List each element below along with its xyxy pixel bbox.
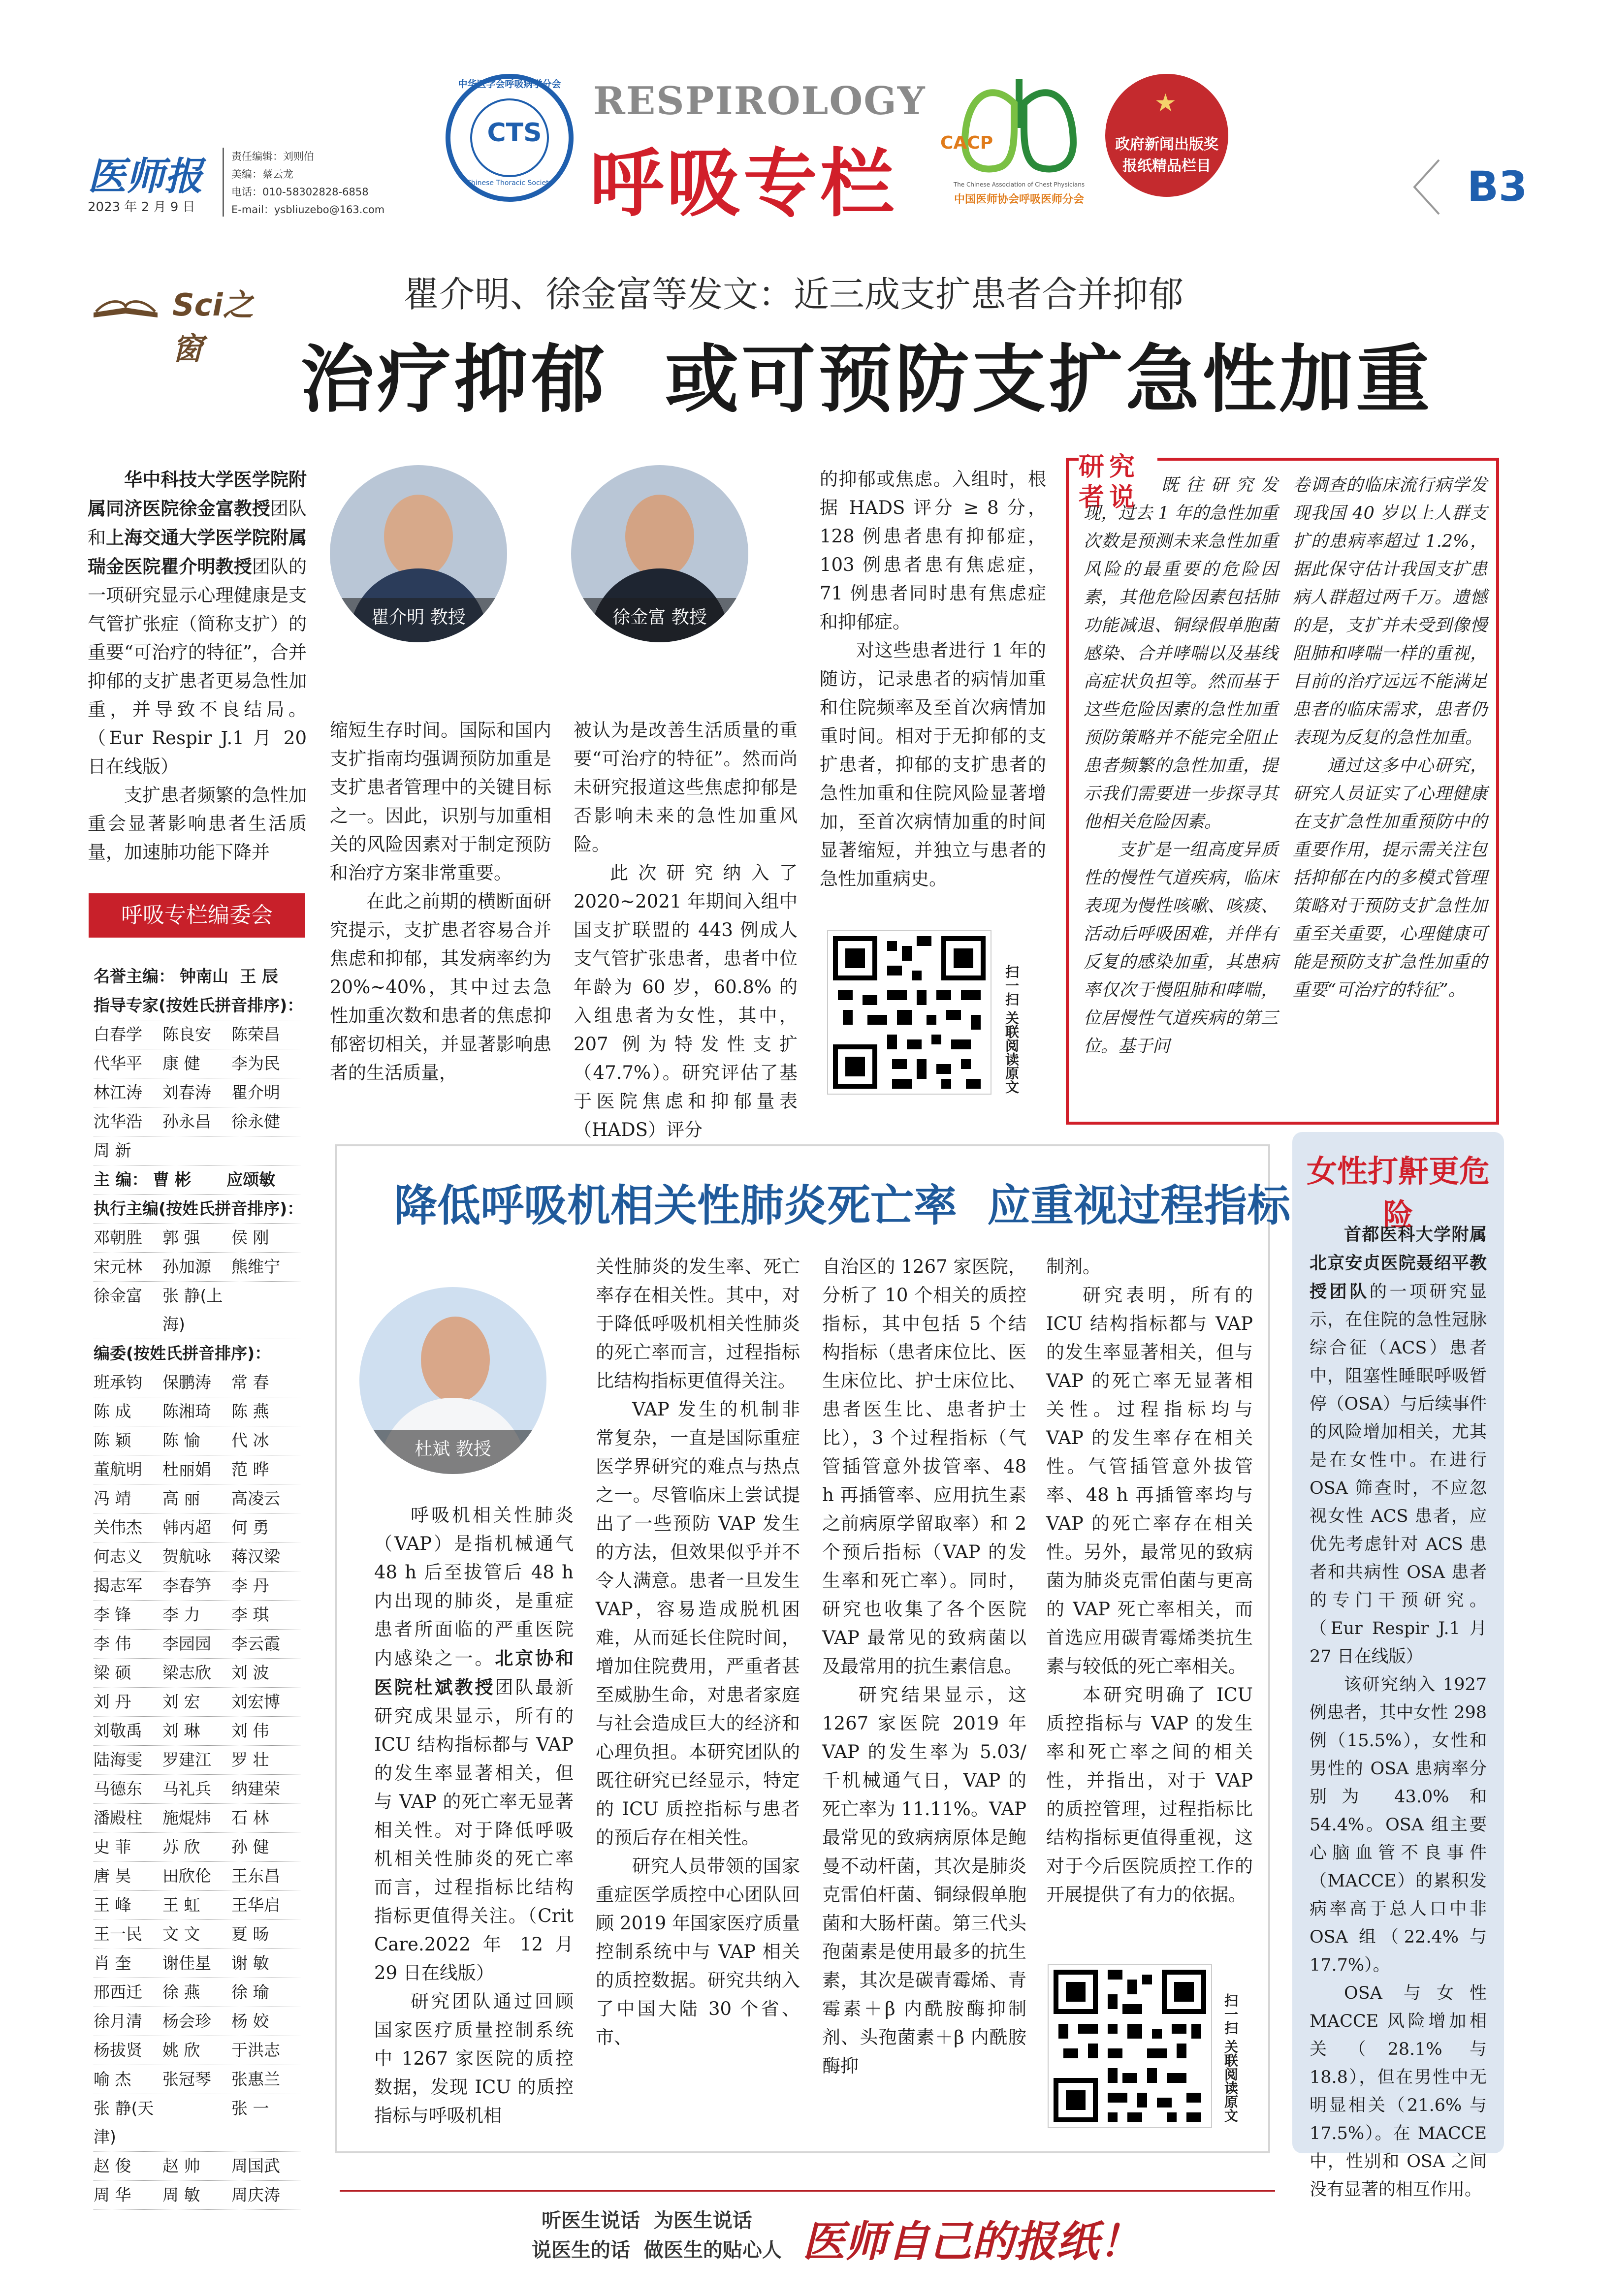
board-row bbox=[94, 1833, 300, 1862]
board-cell: 张冠琴 bbox=[162, 2070, 211, 2089]
lead-qr-code[interactable] bbox=[827, 930, 991, 1095]
board-cell: 李为民 bbox=[231, 1054, 280, 1073]
board-row bbox=[94, 1368, 300, 1397]
board-cell: 喻 杰 bbox=[94, 2070, 131, 2089]
board-cell: 王 辰 bbox=[240, 967, 278, 986]
board-row bbox=[94, 2065, 300, 2094]
board-row bbox=[94, 2181, 300, 2210]
board-cell: 李云霞 bbox=[231, 1634, 280, 1653]
board-cell: 王 峰 bbox=[94, 1895, 131, 1915]
board-row bbox=[94, 1455, 300, 1484]
board-cell: 侯 刚 bbox=[231, 1228, 269, 1247]
board-cell: 熊维宁 bbox=[231, 1257, 280, 1276]
board-cell bbox=[231, 1282, 300, 1339]
paper-name: 医师报 bbox=[88, 155, 203, 199]
board-cell: 史 菲 bbox=[94, 1837, 131, 1856]
board-cell: 杨拔贤 bbox=[94, 2041, 142, 2060]
board-cell: 冯 靖 bbox=[94, 1489, 131, 1508]
vap-headline: 降低呼吸机相关性肺炎死亡率 应重视过程指标 bbox=[394, 1180, 1291, 1231]
board-row bbox=[94, 1572, 300, 1601]
board-cell: 何志义 bbox=[94, 1547, 142, 1566]
award-line1: 政府新闻出版奖 bbox=[1115, 136, 1218, 153]
board-cell: 徐永健 bbox=[231, 1112, 280, 1131]
cacp-en: The Chinese Association of Chest Physicians bbox=[953, 181, 1085, 188]
cacp-logo-text: CACP bbox=[940, 133, 993, 153]
board-cell: 高 丽 bbox=[162, 1489, 200, 1508]
board-row bbox=[94, 1891, 300, 1920]
board-cell: 谢 敏 bbox=[231, 1953, 269, 1973]
board-row bbox=[94, 1949, 300, 1978]
board-row bbox=[94, 1862, 300, 1891]
board-cell: 王东昌 bbox=[231, 1866, 280, 1886]
board-row bbox=[94, 1224, 300, 1253]
board-cell: 赵 帅 bbox=[162, 2156, 200, 2175]
cacp-logo bbox=[940, 69, 1093, 217]
vap-c2-p3: 研究人员带领的国家重症医学质控中心团队回顾 2019 年国家医疗质量控制系统中与 VAP 相关的质控数据。研究共纳入了中国大陆 30 个省、市、 bbox=[596, 1856, 800, 2048]
board-row bbox=[94, 1484, 300, 1513]
photo-caption: 徐金富 教授 bbox=[571, 598, 748, 642]
osa-p3: OSA 与女性 MACCE 风险增加相关（28.1% 与 18.8），但在男性中无明显相关（21.6% 与 17.5%）。在 MACCE 中，性别和 OSA 之间没有显著的相互作用。 bbox=[1310, 1983, 1487, 2200]
vap-c4-p3: 本研究明确了 ICU 质控指标与 VAP 的发生率和死亡率之间的相关性，并指出，对于 VAP 的质控管理，过程指标比结构指标更值得重视，这对于今后医院质控工作的开展提供了有力的依据。 bbox=[1046, 1684, 1253, 1905]
vap-c2-p2: VAP 发生的机制非常复杂，一直是国际重症医学界研究的难点与热点之一。尽管临床上尝试提出了一些预防 VAP 发生的方法，但效果似乎并不令人满意。患者一旦发生 VAP，容易造成脱机困难，从而延长住院时间，增加住院费用，严重者甚至威胁生命，对患者家庭与社会造成巨大的经济和心理负担。本研究团队的既往研究已经显示，特定的 ICU 质控指标与患者的预后存在相关性。 bbox=[596, 1399, 800, 1848]
board-cell: 李园园 bbox=[162, 1634, 211, 1653]
lead-col3-p1: 被认为是改善生活质量的重要“可治疗的特征”。然而尚未研究报道这些焦虑抑郁是否影响未来的急性加重风险。 bbox=[574, 720, 798, 855]
board-cell: 唐 昊 bbox=[94, 1866, 131, 1886]
board-cell bbox=[162, 1136, 231, 1165]
board-cell: 瞿介明 bbox=[231, 1083, 280, 1102]
board-cell: 夏 旸 bbox=[231, 1924, 269, 1944]
vap-qr-label: 扫一扫 关联阅读原文 bbox=[1222, 1993, 1239, 2122]
board-row bbox=[94, 1513, 300, 1542]
vap-c3-p1: 自治区的 1267 家医院，分析了 10 个相关的质控指标，其中包括 5 个结构指标（患者床位比、医生床位比、护士床位比、患者医生比、患者护士比），3 个过程指标（气管插管意外拔管率、48 h 再插管率、应用抗生素之前病原学留取率）和 2 个预后指标（VAP 的发生率和死亡率）。同时，研究也收集了各个医院 VAP 最常见的致病菌以及最常用的抗生素信息。 bbox=[822, 1256, 1026, 1677]
osa-p2: 该研究纳入 1927 例患者，其中女性 298 例（15.5%），女性和男性的 OSA 患病率分别为 43.0% 和 54.4%。OSA 组主要心脑血管不良事件（MACCE）的累积发病率高于总人口中非 OSA 组（22.4% 与 17.7%）。 bbox=[1310, 1675, 1487, 1975]
board-cell: 李 琪 bbox=[231, 1605, 269, 1624]
board-cell: 田欣伦 bbox=[162, 1866, 211, 1886]
cts-logo-mark: CTS bbox=[487, 118, 542, 148]
board-cell: 文 文 bbox=[162, 1924, 200, 1944]
osa-body bbox=[1310, 1221, 1487, 2204]
column-badge-text: Sci之窗 bbox=[172, 287, 254, 367]
phone: 电话：010-58302828-6858 bbox=[231, 186, 369, 198]
board-row bbox=[94, 1397, 300, 1426]
board-cell: 陈 颖 bbox=[94, 1431, 131, 1450]
board-cell: 贺航咏 bbox=[162, 1547, 211, 1566]
vap-col2 bbox=[596, 1253, 800, 2052]
masthead bbox=[0, 0, 1599, 227]
board-row bbox=[94, 1542, 300, 1572]
board-cell: 李 伟 bbox=[94, 1634, 131, 1653]
board-row bbox=[94, 1746, 300, 1775]
board-cell: 指导专家(按姓氏拼音排序)： bbox=[94, 996, 304, 1015]
board-cell: 钟南山 bbox=[180, 967, 228, 986]
board-cell: 马德东 bbox=[94, 1779, 142, 1798]
comment-b-p1: 卷调查的临床流行病学发现我国 40 岁以上人群支扩的患病率超过 1.2%，据此保守估计我国支扩患病人群超过两千万。遗憾的是，支扩并未受到像慢阻肺和哮喘一样的重视，目前的治疗远远不能满足患者的临床需求，患者仍表现为反复的急性加重。 bbox=[1293, 475, 1487, 748]
board-cell: 孙加源 bbox=[162, 1257, 211, 1276]
lead-author-1: 华中科技大学医学院附属同济医院徐金富教授 bbox=[88, 469, 307, 519]
board-cell: 梁志欣 bbox=[162, 1663, 211, 1682]
board-row bbox=[94, 1195, 304, 1224]
comment-b-p2: 通过这多中心研究，研究人员证实了心理健康在支扩急性加重预防中的重要作用，提示需关注包括抑郁在内的多模式管理策略对于预防支扩急性加重至关重要，心理健康可能是预防支扩急性加重的重要“可治疗的特征”。 bbox=[1293, 756, 1487, 1000]
board-row bbox=[94, 2152, 300, 2181]
board-cell: 徐月清 bbox=[94, 2012, 142, 2031]
board-cell: 肖 奎 bbox=[94, 1953, 131, 1973]
board-title: 呼吸专栏编委会 bbox=[89, 893, 305, 938]
lead-col1-p1: 华中科技大学医学院附属同济医院徐金富教授团队和上海交通大学医学院附属瑞金医院瞿介明教授团队的一项研究显示心理健康是支气管扩张症（简称支扩）的重要“可治疗的特征”，合并抑郁的支扩患者更易急性加重，并导致不良结局。（Eur Respir J.1 月 20 日在线版） bbox=[88, 469, 307, 777]
board-cell: 何 勇 bbox=[231, 1518, 269, 1537]
lead-col3-p2: 此次研究纳入了 2020~2021 年期间入组中国支扩联盟的 443 例成人支气管扩张患者，患者中位年龄为 60 岁，60.8% 的入组患者为女性，其中，207 例为特发性支扩（47.7%）。研究评估了基于医院焦虑和抑郁量表（HADS）评分 bbox=[574, 862, 798, 1140]
lead-col1 bbox=[88, 465, 307, 867]
board-cell: 刘敬禹 bbox=[94, 1721, 142, 1740]
board-row bbox=[94, 1426, 300, 1455]
board-cell: 苏 欣 bbox=[162, 1837, 200, 1856]
board-cell: 关伟杰 bbox=[94, 1518, 142, 1537]
researcher-comment-box bbox=[1066, 452, 1499, 1125]
board-cell: 白春学 bbox=[94, 1025, 142, 1044]
award-line2: 报纸精品栏目 bbox=[1122, 157, 1211, 175]
comment-title-1: 研究 bbox=[1079, 452, 1140, 482]
board-cell bbox=[231, 1136, 300, 1165]
vap-c4-p1: 制剂。 bbox=[1046, 1256, 1101, 1277]
lead-qr-label: 扫一扫 关联阅读原文 bbox=[1003, 965, 1020, 1094]
vap-col1 bbox=[374, 1501, 574, 2130]
board-row bbox=[94, 2094, 300, 2152]
cacp-cn: 中国医师协会呼吸医师分会 bbox=[954, 193, 1084, 206]
lead-col2 bbox=[330, 716, 551, 1087]
board-row bbox=[94, 1920, 300, 1949]
board-cell: 张惠兰 bbox=[231, 2070, 280, 2089]
vap-c2-p1: 关性肺炎的发生率、死亡率存在相关性。其中，对于降低呼吸机相关性肺炎的死亡率而言，过程指标比结构指标更值得关注。 bbox=[596, 1256, 800, 1391]
board-row bbox=[94, 1688, 300, 1717]
board-cell: 梁 硕 bbox=[94, 1663, 131, 1682]
board-cell: 刘 伟 bbox=[231, 1721, 269, 1740]
board-row bbox=[94, 1253, 300, 1282]
osa-author: 首都医科大学附属北京安贞医院聂绍平教授团队 bbox=[1310, 1225, 1487, 1302]
board-cell: 李 锋 bbox=[94, 1605, 131, 1624]
board-row bbox=[94, 1717, 300, 1746]
board-cell: 王 虹 bbox=[162, 1895, 200, 1915]
board-cell: 罗建江 bbox=[162, 1750, 211, 1769]
board-cell: 徐 瑜 bbox=[231, 1982, 269, 2002]
photo-qu-jieming bbox=[330, 465, 507, 642]
book-icon bbox=[89, 278, 162, 322]
board-row bbox=[94, 1804, 300, 1833]
art-editor: 美编：蔡云龙 bbox=[231, 168, 293, 180]
board-cell: 陈 燕 bbox=[231, 1402, 269, 1421]
board-cell: 李 力 bbox=[162, 1605, 200, 1624]
cts-logo bbox=[446, 74, 574, 202]
board-cell: 于洪志 bbox=[231, 2041, 280, 2060]
board-cell: 周 新 bbox=[94, 1141, 131, 1160]
lead-col4 bbox=[820, 465, 1046, 893]
cts-logo-text: 中华医学会呼吸病学分会 bbox=[458, 79, 561, 90]
footer bbox=[532, 2200, 1280, 2269]
editor: 责任编辑：刘则伯 bbox=[231, 151, 314, 162]
section-title-en: RESPIROLOGY bbox=[593, 79, 926, 124]
board-cell: 张 静(上海) bbox=[162, 1286, 223, 1334]
board-cell: 施焜炜 bbox=[162, 1808, 211, 1827]
photo-du-bin bbox=[359, 1287, 546, 1474]
board-cell: 周庆涛 bbox=[231, 2185, 280, 2204]
board-cell: 刘宏博 bbox=[231, 1692, 280, 1711]
board-cell: 曹 彬 bbox=[153, 1170, 191, 1189]
footer-brand: 医师自己的报纸！ bbox=[802, 2217, 1141, 2266]
board-cell: 邓朝胜 bbox=[94, 1228, 142, 1247]
board-cell: 潘殿柱 bbox=[94, 1808, 142, 1827]
board-cell: 杨会珍 bbox=[162, 2012, 211, 2031]
board-cell: 陈 成 bbox=[94, 1402, 131, 1421]
board-cell: 王一民 bbox=[94, 1924, 142, 1944]
photo-caption: 杜斌 教授 bbox=[359, 1430, 546, 1474]
board-cell: 郭 强 bbox=[162, 1228, 200, 1247]
board-cell: 张 静(天津) bbox=[94, 2099, 154, 2146]
board-cell: 韩丙超 bbox=[162, 1518, 211, 1537]
board-cell: 主 编： bbox=[94, 1170, 148, 1189]
board-cell: 宋元林 bbox=[94, 1257, 142, 1276]
board-cell: 周 华 bbox=[94, 2185, 131, 2204]
lead-col2-p2: 在此之前期的横断面研究提示，支扩患者容易合并焦虑和抑郁，其发病率约为 20%~40%，其中过去急性加重次数和患者的焦虑抑郁密切相关，并显著影响患者的生活质量， bbox=[330, 891, 551, 1083]
vap-col3 bbox=[822, 1253, 1026, 2080]
board-cell: 编委(按姓氏拼音排序)： bbox=[94, 1344, 271, 1363]
board-cell: 徐金富 bbox=[94, 1286, 142, 1305]
board-cell: 林江涛 bbox=[94, 1083, 142, 1102]
lead-headline: 治疗抑郁 或可预防支扩急性加重 bbox=[300, 337, 1433, 423]
photo-xu-jinfu bbox=[571, 465, 748, 642]
board-cell: 谢佳星 bbox=[162, 1953, 211, 1973]
board-cell: 罗 壮 bbox=[231, 1750, 269, 1769]
board-cell: 徐 燕 bbox=[162, 1982, 200, 2002]
comment-title-2: 者说 bbox=[1079, 483, 1140, 512]
board-row bbox=[94, 2036, 300, 2065]
board-cell: 赵 俊 bbox=[94, 2156, 131, 2175]
lead-kicker: 瞿介明、徐金富等发文：近三成支扩患者合并抑郁 bbox=[404, 274, 1184, 315]
page-number: B3 bbox=[1467, 162, 1528, 211]
board-cell bbox=[276, 1339, 288, 1368]
board-cell: 执行主编(按姓氏拼音排序)： bbox=[94, 1199, 304, 1218]
board-row bbox=[94, 991, 304, 1020]
cts-logo-en: Chinese Thoracic Society bbox=[466, 179, 553, 187]
comment-col-a bbox=[1084, 472, 1278, 1061]
board-cell bbox=[162, 2094, 231, 2151]
board-row bbox=[94, 1107, 300, 1136]
board-cell: 石 林 bbox=[231, 1808, 269, 1827]
board-cell: 马礼兵 bbox=[162, 1779, 211, 1798]
comment-col-b bbox=[1293, 472, 1487, 1005]
comment-a-p2: 支扩是一组高度异质性的慢性气道疾病，临床表现为慢性咳嗽、咳痰、活动后呼吸困难，并伴有反复的感染加重，其患病率仅次于慢阻肺和哮喘，位居慢性气道疾病的第三位。基于问 bbox=[1084, 840, 1278, 1056]
board-cell: 刘 琳 bbox=[162, 1721, 200, 1740]
board-row bbox=[94, 1659, 300, 1688]
board-cell: 康 健 bbox=[162, 1054, 200, 1073]
board-row bbox=[94, 2007, 300, 2036]
board-cell: 刘春涛 bbox=[162, 1083, 211, 1102]
osa-title: 女性打鼾更危险 bbox=[1306, 1153, 1490, 1233]
section-title-cn: 呼吸专栏 bbox=[590, 141, 897, 227]
column-badge bbox=[89, 268, 276, 367]
board-cell: 杜丽娟 bbox=[162, 1460, 211, 1479]
page-tab-icon bbox=[1412, 157, 1441, 217]
board-cell: 应颂敏 bbox=[226, 1170, 276, 1189]
board-cell: 邢西迁 bbox=[94, 1982, 142, 2002]
issue-date: 2023 年 2 月 9 日 bbox=[88, 200, 195, 215]
board-cell bbox=[288, 1339, 300, 1368]
board-cell: 保鹏涛 bbox=[162, 1373, 211, 1392]
lead-col2-p1: 缩短生存时间。国际和国内支扩指南均强调预防加重是支扩患者管理中的关键目标之一。因此，识别与加重相关的风险因素对于制定预防和治疗方案非常重要。 bbox=[330, 720, 551, 883]
board-row bbox=[94, 1630, 300, 1659]
vap-c1-p1: 呼吸机相关性肺炎（VAP）是指机械通气 48 h 后至拔管后 48 h 内出现的肺炎，是重症患者所面临的严重医院内感染之一。北京协和医院杜斌教授团队最新研究成果显示，所有的 ICU 结构指标都与 VAP 的发生率显著相关，但与 VAP 的死亡率无显著相关性。对于降低呼吸机相关性肺炎的死亡率而言，过程指标比结构指标更值得关注。（Crit Care.2022 年 12 月 29 日在线版） bbox=[374, 1505, 574, 1983]
board-cell: 刘 丹 bbox=[94, 1692, 131, 1711]
osa-p1: 首都医科大学附属北京安贞医院聂绍平教授团队的一项研究显示，在住院的急性冠脉综合征（ACS）患者中，阻塞性睡眠呼吸暂停（OSA）与后续事件的风险增加相关，尤其是在女性中。在进行 OSA 筛查时，不应忽视女性 ACS 患者，应优先考虑针对 ACS 患者和共病性 OSA 患者的专门干预研究。（Eur Respir J.1 月 27 日在线版） bbox=[1310, 1225, 1487, 1667]
footer-slogan-2: 说医生的话 做医生的贴心人 bbox=[532, 2239, 782, 2262]
board-cell: 陈湘琦 bbox=[162, 1402, 211, 1421]
board-cell: 揭志军 bbox=[94, 1576, 142, 1595]
board-row bbox=[94, 1136, 300, 1165]
vap-author: 北京协和医院杜斌教授 bbox=[374, 1647, 574, 1698]
board-cell: 常 春 bbox=[231, 1373, 269, 1392]
footer-slogan-1: 听医生说话 为医生说话 bbox=[542, 2209, 752, 2232]
lead-col4-p1: 的抑郁或焦虑。入组时，根据 HADS 评分 ≥ 8 分，128 例患者患有抑郁症，103 例患者患有焦虑症，71 例患者同时患有焦虑症和抑郁症。 bbox=[820, 469, 1046, 632]
board-cell: 陈 愉 bbox=[162, 1431, 200, 1450]
board-cell: 李春笋 bbox=[162, 1576, 211, 1595]
board-cell: 刘 波 bbox=[231, 1663, 269, 1682]
award-seal bbox=[1105, 74, 1228, 197]
board-row bbox=[94, 1978, 300, 2007]
board-cell: 杨 姣 bbox=[231, 2012, 269, 2031]
lead-col4-p2: 对这些患者进行 1 年的随访，记录患者的病情加重和住院频率及至首次病情加重时间。相对于无抑郁的支扩患者，抑郁的支扩患者的急性加重和住院风险显著增加，至首次病情加重的时间显著缩短，并独立与患者的急性加重病史。 bbox=[820, 640, 1046, 889]
board-cell: 周国武 bbox=[231, 2156, 280, 2175]
board-cell: 高凌云 bbox=[231, 1489, 280, 1508]
board-cell: 范 晔 bbox=[231, 1460, 269, 1479]
board-cell: 蒋汉梁 bbox=[231, 1547, 280, 1566]
board-row bbox=[94, 1282, 300, 1339]
vap-col4 bbox=[1046, 1253, 1253, 1909]
board-cell: 代 冰 bbox=[231, 1431, 269, 1450]
board-list bbox=[94, 962, 304, 2210]
board-row bbox=[94, 1775, 300, 1804]
board-row bbox=[94, 1339, 300, 1368]
board-cell: 李 丹 bbox=[231, 1576, 269, 1595]
board-cell: 王华启 bbox=[231, 1895, 280, 1915]
board-cell: 陆海雯 bbox=[94, 1750, 142, 1769]
board-cell: 刘 宏 bbox=[162, 1692, 200, 1711]
board-cell: 陈荣昌 bbox=[231, 1025, 280, 1044]
board-cell: 张 一 bbox=[231, 2099, 269, 2118]
board-cell: 名誉主编： bbox=[94, 967, 175, 986]
board-cell: 纳建荣 bbox=[231, 1779, 280, 1798]
board-row bbox=[94, 1049, 300, 1078]
board-cell: 代华平 bbox=[94, 1054, 142, 1073]
board-cell: 沈华浩 bbox=[94, 1112, 142, 1131]
board-cell: 孙永昌 bbox=[162, 1112, 211, 1131]
comment-a-p1: 既往研究发现，过去 1 年的急性加重次数是预测未来急性加重风险的最重要的危险因素，其他危险因素包括肺功能减退、铜绿假单胞菌感染、合并哮喘以及基线高症状负担等。然而基于这些危险因素的急性加重预防策略并不能完全阻止患者频繁的急性加重，提示我们需要进一步探寻其他相关危险因素。 bbox=[1084, 475, 1278, 832]
award-star-icon: ★ bbox=[1154, 89, 1177, 117]
board-row bbox=[94, 1601, 300, 1630]
lead-col3 bbox=[574, 716, 798, 1144]
lead-col1-p2: 支扩患者频繁的急性加重会显著影响患者生活质量，加速肺功能下降并 bbox=[88, 785, 307, 863]
email: E-mail：ysbliuzebo@163.com bbox=[231, 204, 385, 216]
board-cell: 班承钧 bbox=[94, 1373, 142, 1392]
vap-c1-p2: 研究团队通过回顾国家医疗质量控制系统中 1267 家医院的质控数据，发现 ICU 的质控指标与呼吸机相 bbox=[374, 1991, 574, 2126]
vap-c3-p2: 研究结果显示，这 1267 家医院 2019 年 VAP 的发生率为 5.03/千机械通气日，VAP 的死亡率为 11.11%。VAP 最常见的致病病原体是鲍曼不动杆菌，其次是肺炎克雷伯杆菌、铜绿假单胞菌和大肠杆菌。第三代头孢菌素是使用最多的抗生素，其次是碳青霉烯、青霉素＋β 内酰胺酶抑制剂、头孢菌素＋β 内酰胺酶抑 bbox=[822, 1684, 1026, 2076]
board-cell: 孙 健 bbox=[231, 1837, 269, 1856]
vap-qr-code[interactable] bbox=[1048, 1964, 1212, 2128]
vap-c4-p2: 研究表明，所有的 ICU 结构指标都与 VAP 的发生率显著相关，但与 VAP 的死亡率无显著相关性。过程指标均与 VAP 的发生率存在相关性。气管插管意外拔管率、48 h 再插管率均与 VAP 的死亡率存在相关性。另外，最常见的致病菌为肺炎克雷伯菌与更高的 VAP 死亡率相关，而首选应用碳青霉烯类抗生素与较低的死亡率相关。 bbox=[1046, 1285, 1253, 1677]
board-row bbox=[94, 1078, 300, 1107]
board-row bbox=[94, 1165, 300, 1195]
board-cell: 董航明 bbox=[94, 1460, 142, 1479]
board-cell: 姚 欣 bbox=[162, 2041, 200, 2060]
osa-sidebar bbox=[1292, 1132, 1504, 2200]
lead-author-2: 上海交通大学医学院附属瑞金医院瞿介明教授 bbox=[88, 527, 307, 577]
board-row bbox=[94, 1020, 300, 1049]
board-cell: 周 敏 bbox=[162, 2185, 200, 2204]
board-row bbox=[94, 962, 300, 991]
editor-info bbox=[231, 148, 384, 219]
board-cell: 陈良安 bbox=[162, 1025, 211, 1044]
photo-caption: 瞿介明 教授 bbox=[330, 598, 507, 642]
